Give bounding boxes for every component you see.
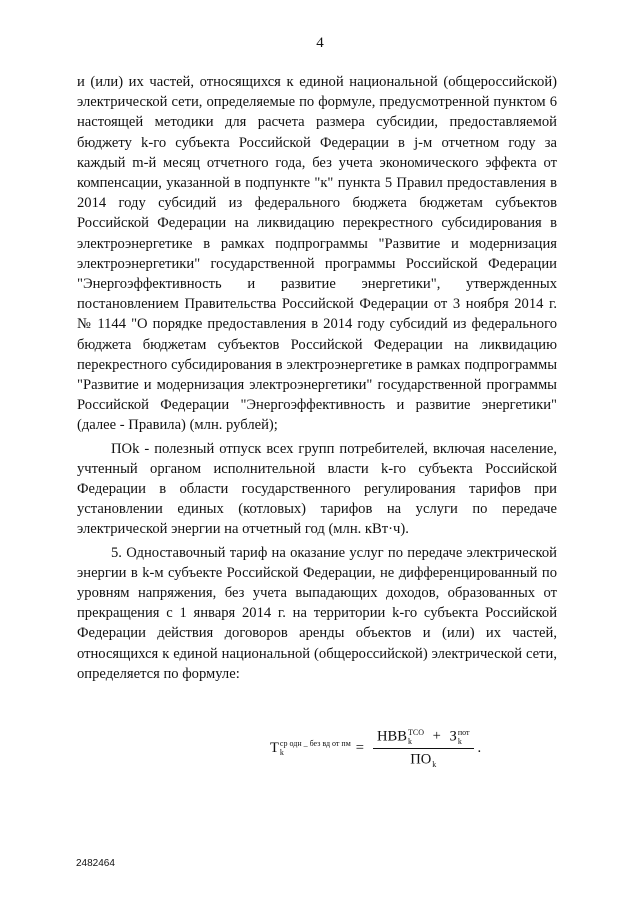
document-id: 2482464 — [76, 858, 115, 869]
formula-plus: + — [432, 727, 441, 744]
formula-lhs-superscript: ср одн _ без вд от пм — [279, 739, 351, 748]
formula-fraction — [373, 728, 474, 769]
formula-nvv-indices — [408, 728, 424, 746]
formula-po: ПО — [410, 750, 432, 767]
formula-lhs — [270, 739, 351, 757]
formula-losses-superscript: пот — [457, 727, 470, 737]
formula-nvv-superscript: ТСО — [408, 727, 424, 737]
formula-po-subscript: k — [432, 759, 437, 769]
formula-losses-indices — [458, 728, 470, 746]
paragraph-continuation: и (или) их частей, относящихся к единой национальной (общероссийской) электрической сети, определяемые по формуле, предусмотренной пунктом 6 настоящей методики для расчета размера субсидии, предоставляемой бюджету k-го субъекта Российской Федерации в j-м отчетном году за каждый m-й месяц отчетного года, без учета экономического эффекта от компенсации, указанной в подпункте "к" пункта 5 Правил предоставления в 2014 году субсидий из федерального бюджета бюджетам субъектов Российской Федерации на ликвидацию перекрестного субсидирования в электроэнергетике в рамках подпрограммы "Развитие и модернизация электроэнергетики" государственной программы Российской Федерации "Энергоэффективность и развитие энергетики", утвержденных постановлением Правительства Российской Федерации от 3 ноября 2014 г. № 1144 "О порядке предоставления в 2014 году субсидий из федерального бюджета бюджетам субъектов Российской Федерации на ликвидацию перекрестного субсидирования в электроэнергетике в рамках подпрограммы "Развитие и модернизация электроэнергетики" государственной программы Российской Федерации "Энергоэффективность и развитие энергетики" (далее - Правила) (млн. рублей); — [77, 74, 557, 434]
tariff-formula — [270, 718, 481, 778]
formula-numerator — [373, 728, 474, 749]
formula-trailing-period: . — [477, 739, 482, 756]
paragraph-po-definition: ПОk - полезный отпуск всех групп потребителей, включая население, учтенный органом исполнительной власти k-го субъекта Российской Федерации в области государственного регулирования тарифов при установлении единых (котловых) тарифов на услуги по передаче электрической энергии на отчетный год (млн. кВт·ч). — [77, 440, 557, 538]
formula-losses-subscript: k — [457, 736, 462, 746]
formula-lhs-indices — [280, 739, 351, 757]
formula-losses: З — [449, 727, 457, 744]
formula-lhs-symbol: Т — [270, 739, 279, 756]
page-number: 4 — [316, 35, 324, 51]
paragraph-item-5: 5. Одноставочный тариф на оказание услуг по передаче электрической энергии в k-м субъекте Российской Федерации, не дифференцированный по уровням напряжения, без учета выпадающих доходов, образованных от прекращения с 1 января 2014 г. на территории k-го субъекта Российской Федерации действия договоров аренды объектов и (или) их частей, относящихся к единой национальной (общероссийской) электрической сети, определяется по формуле: — [77, 544, 557, 682]
document-body — [77, 72, 557, 684]
formula-po-indices — [432, 751, 436, 769]
formula-equals: = — [355, 739, 364, 756]
formula-nvv-subscript: k — [408, 736, 412, 746]
formula-lhs-subscript: k — [279, 748, 284, 757]
formula-denominator — [406, 749, 440, 769]
formula-nvv: НВВ — [376, 727, 407, 744]
